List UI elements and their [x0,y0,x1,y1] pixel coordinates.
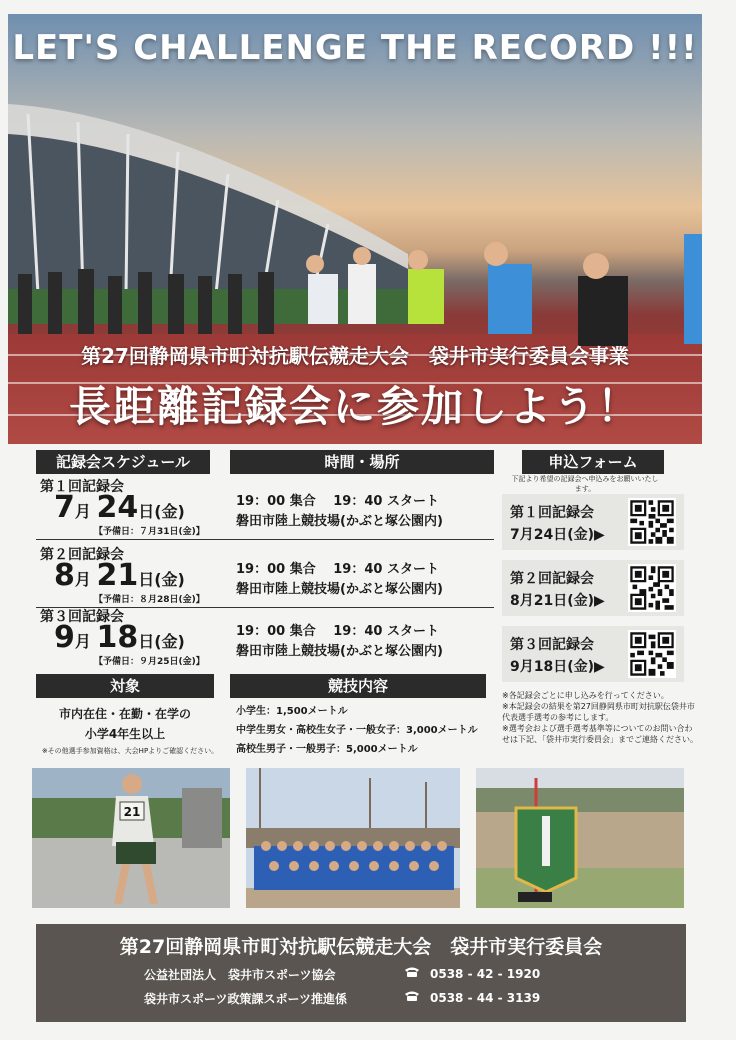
schedule-row-3 [36,606,494,670]
target-description: 市内在住・在勤・在学の 小学4年生以上 [58,707,191,741]
target-note: ※その他選手参加資格は、大会HPよりご確認ください。 [41,747,219,755]
schedule-place: 磐田市陸上競技場(かぶと塚公園内) [236,644,443,659]
schedule-place: 磐田市陸上競技場(かぶと塚公園内) [236,514,443,529]
qr-code-icon[interactable] [628,498,676,546]
schedule-date: 8月 21日(金) [54,558,185,593]
schedule-time: 19：00 集合 19：40 スタート [236,562,439,577]
schedule-place: 磐田市陸上競技場(かぶと塚公園内) [236,582,443,597]
hero-banner [8,14,702,444]
runner-photo [32,768,230,908]
phone-icon [404,966,420,978]
event-item: 小学生：1,500メートル [236,706,348,717]
schedule-date: 9月 18日(金) [54,620,185,655]
schedule-time: 19：00 集合 19：40 スタート [236,494,439,509]
schedule-spare-day: 【予備日：８月28日(金)】 [94,595,205,605]
contact-org: 公益社団法人 袋井市スポーツ協会 [144,968,336,982]
qr-code-icon[interactable] [628,564,676,612]
schedule-spare-day: 【予備日：７月31日(金)】 [94,527,205,537]
schedule-row-1 [36,476,494,540]
form-link-2[interactable]: 第２回記録会 8月21日(金)▶ [502,560,684,616]
qr-code-icon[interactable] [628,630,676,678]
team-photo [246,768,460,908]
events-list [236,702,496,759]
contact-phone: 0538 - 44 - 3139 [404,990,540,1005]
form-link-3[interactable]: 第３回記録会 9月18日(金)▶ [502,626,684,682]
schedule-name: 第１回記録会 [40,479,124,495]
form-notes: ※各記録会ごとに申し込みを行ってください。 ※本記録会の結果を第27回静岡県市町対抗駅伝袋井市代表選手選考の参考にします。 ※選考会および選手選考基準等についてのお問い合わせは下記、「袋井市実行委員会」までご連絡ください。 [502,691,698,744]
contact-phone: 0538 - 42 - 1920 [404,966,540,981]
flag-photo [476,768,684,908]
phone-icon [404,990,420,1002]
target-header: 対象 [36,674,214,698]
hero-headline: 長距離記録会に参加しよう！ [68,382,641,431]
form-header: 申込フォーム [522,450,664,474]
footer-title: 第27回静岡県市町対抗駅伝競走大会 袋井市実行委員会 [119,936,603,958]
events-header: 競技内容 [230,674,486,698]
form-note: 下記より希望の記録会へ申込みをお願いいたします。 [511,475,659,493]
form-link-1[interactable]: 第１回記録会 7月24日(金)▶ [502,494,684,550]
runner-bib-number: 21 [123,805,141,819]
schedule-row-2 [36,544,494,608]
schedule-date: 7月 24日(金) [54,490,185,525]
schedule-header: 記録会スケジュール [36,450,210,474]
schedule-time: 19：00 集合 19：40 スタート [236,624,439,639]
schedule-spare-day: 【予備日：９月25日(金)】 [94,657,205,667]
event-item: 高校生男子・一般男子：5,000メートル [236,744,418,755]
schedule-name: 第２回記録会 [40,547,124,563]
schedule-name: 第３回記録会 [40,609,124,625]
time-place-header: 時間・場所 [230,450,494,474]
hero-subtitle: 第27回静岡県市町対抗駅伝競走大会 袋井市実行委員会事業 [81,344,629,368]
hero-title: LET'S CHALLENGE THE RECORD !!! [12,28,698,68]
contact-org: 袋井市スポーツ政策課スポーツ推進係 [144,992,348,1006]
footer [36,924,686,1022]
event-item: 中学生男女・高校生女子・一般女子：3,000メートル [236,725,478,736]
